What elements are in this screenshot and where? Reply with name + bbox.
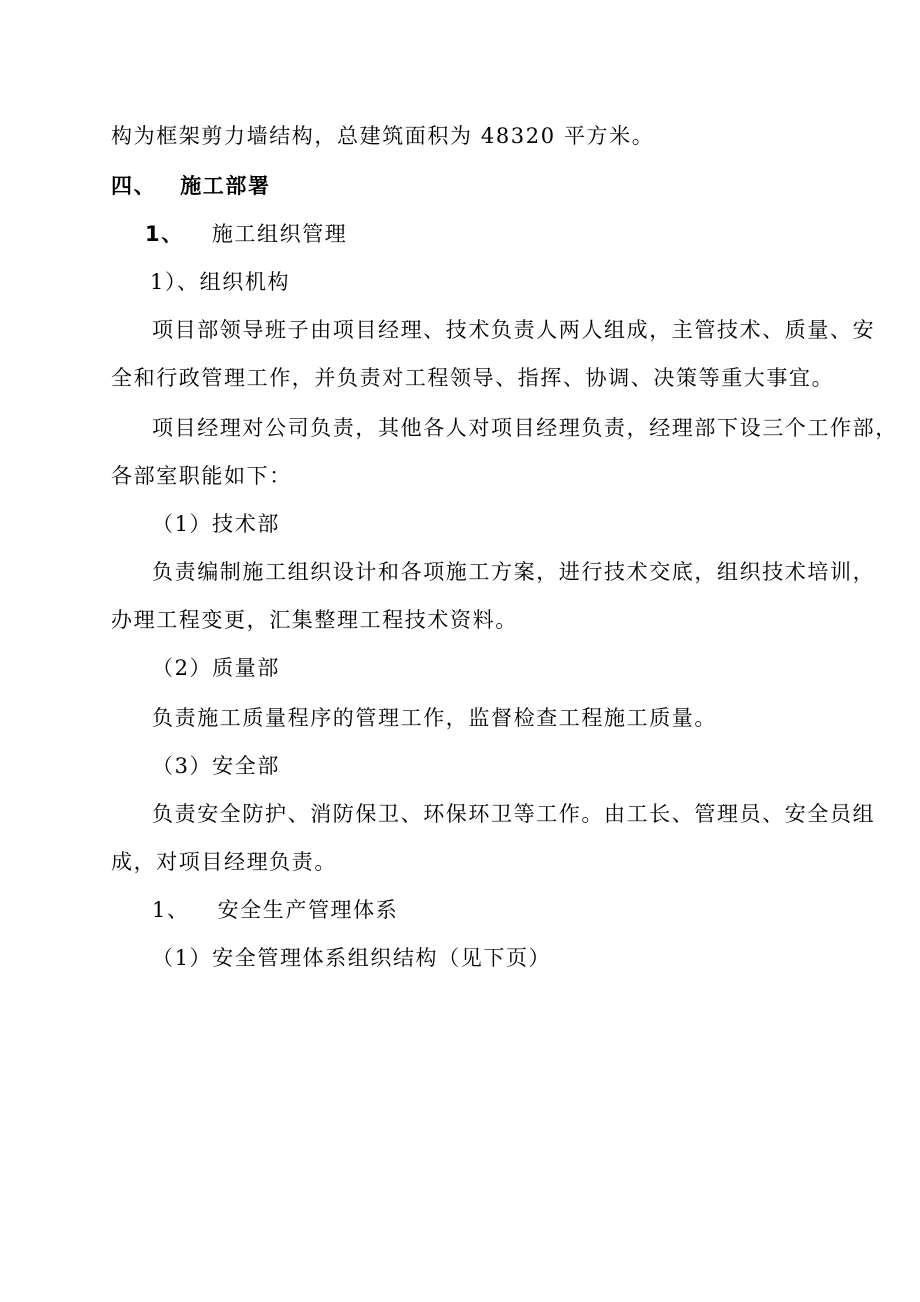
paragraph-line: 负责安全防护、消防保卫、环保环卫等工作。由工长、管理员、安全员组: [152, 802, 876, 826]
subsection-number: 1、: [152, 898, 190, 922]
department-heading: （1）技术部: [152, 512, 280, 536]
paragraph-line: 办理工程变更，汇集整理工程技术资料。: [111, 608, 518, 632]
paragraph-line: 负责施工质量程序的管理工作，监督检查工程施工质量。: [152, 706, 717, 730]
item-heading: （1）安全管理体系组织结构（见下页）: [152, 946, 552, 970]
subsection-title: 施工组织管理: [211, 222, 348, 246]
department-heading: （2）质量部: [152, 656, 280, 680]
department-heading: （3）安全部: [152, 754, 280, 778]
subsection-title: 安全生产管理体系: [217, 898, 399, 922]
section-heading: [111, 172, 271, 200]
subsection-heading: [152, 896, 398, 924]
item-heading: 1）、组织机构: [150, 270, 291, 294]
paragraph-line: 成，对项目经理负责。: [111, 850, 337, 874]
section-number: 四、: [111, 174, 157, 198]
paragraph-line: 项目经理对公司负责，其他各人对项目经理负责，经理部下设三个工作部，: [152, 416, 898, 440]
section-title: 施工部署: [180, 174, 271, 198]
paragraph-line: 全和行政管理工作，并负责对工程领导、指挥、协调、决策等重大事宜。: [111, 366, 835, 390]
paragraph-line: 构为框架剪力墙结构，总建筑面积为 48320 平方米。: [111, 124, 655, 148]
paragraph-line: 负责编制施工组织设计和各项施工方案，进行技术交底，组织技术培训，: [152, 560, 876, 584]
subsection-number: 1、: [145, 222, 184, 246]
paragraph-line: 各部室职能如下：: [111, 464, 292, 488]
paragraph-line: 项目部领导班子由项目经理、技术负责人两人组成，主管技术、质量、安: [152, 318, 876, 342]
subsection-heading: [145, 220, 347, 248]
